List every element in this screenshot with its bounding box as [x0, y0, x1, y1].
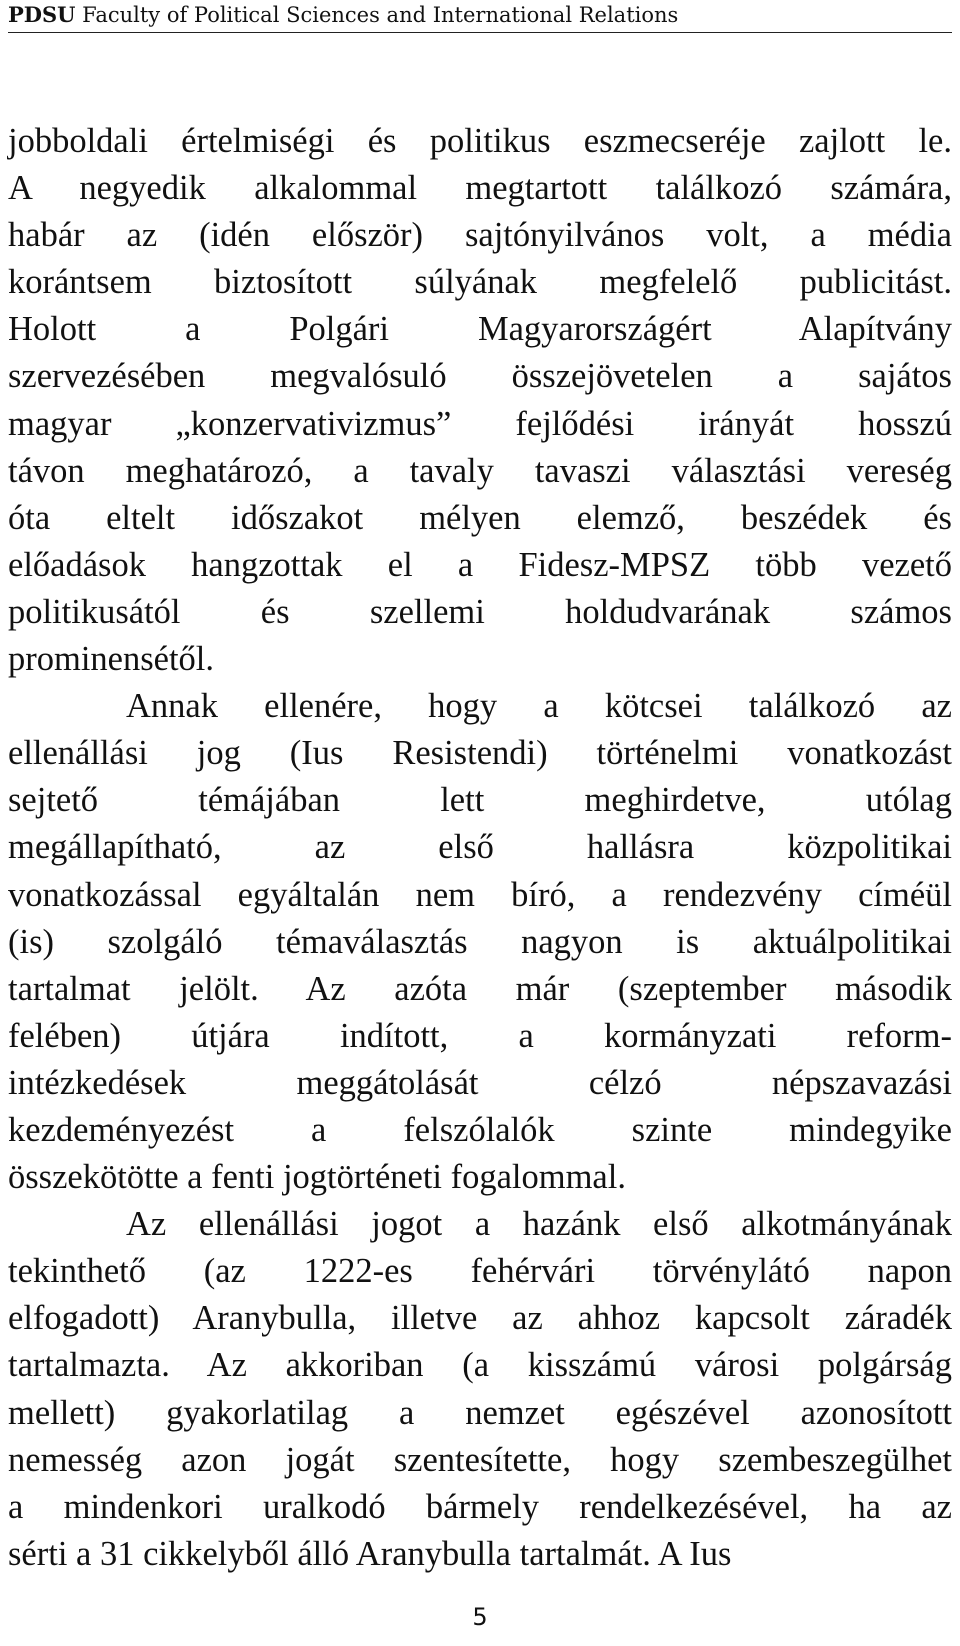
text-line: magyar „konzervativizmus” fejlődési irányát hosszú	[8, 404, 952, 443]
header-institution: Faculty of Political Sciences and International Relations	[82, 3, 679, 27]
text-line: intézkedések meggátolását célzó népszavazási	[8, 1063, 952, 1102]
text-line: összekötötte a fenti jogtörténeti fogalommal.	[8, 1158, 626, 1197]
text-line: tartalmazta. Az akkoriban (a kisszámú városi polgárság	[8, 1346, 952, 1385]
text-line: sérti a 31 cikkelyből álló Aranybulla tartalmát. A Ius	[8, 1534, 732, 1573]
text-line: felében) útjára indított, a kormányzati reform-	[8, 1016, 952, 1055]
text-line: kezdeményezést a felszólalók szinte mindegyike	[8, 1110, 952, 1149]
text-line: óta eltelt időszakot mélyen elemző, beszédek és	[8, 498, 952, 537]
text-line: tartalmat jelölt. Az azóta már (szeptember második	[8, 969, 952, 1008]
text-line: politikusától és szellemi holdudvarának számos	[8, 592, 952, 631]
text-line: jobboldali értelmiségi és politikus eszmecseréje zajlott le.	[8, 122, 952, 160]
text-line: megállapítható, az első hallásra közpolitikai	[8, 828, 952, 867]
text-line: Az ellenállási jogot a hazánk első alkotmányának	[126, 1205, 952, 1244]
text-line: korántsem biztosított súlyának megfelelő publicitást.	[8, 263, 952, 302]
paragraph	[8, 1201, 952, 1578]
text-line: Holott a Polgári Magyarországért Alapítvány	[8, 310, 952, 349]
body-text	[8, 118, 952, 1578]
text-line: prominensétől.	[8, 640, 215, 679]
text-line: vonatkozással egyáltalán nem bíró, a rendezvény címéül	[8, 875, 952, 914]
text-line: Annak ellenére, hogy a kötcsei találkozó az	[126, 687, 952, 726]
text-line: A negyedik alkalommal megtartott találkozó számára,	[8, 169, 952, 208]
text-line: a mindenkori uralkodó bármely rendelkezésével, ha az	[8, 1487, 952, 1526]
page-number: 5	[472, 1603, 488, 1631]
text-line: habár az (idén először) sajtónyilvános volt, a média	[8, 216, 952, 255]
paragraph	[8, 118, 952, 683]
text-line: nemesség azon jogát szentesítette, hogy szembeszegülhet	[8, 1440, 952, 1479]
text-line: szervezésében megvalósuló összejövetelen a sajátos	[8, 357, 952, 396]
text-line: (is) szolgáló témaválasztás nagyon is aktuálpolitikai	[8, 922, 952, 961]
text-line: ellenállási jog (Ius Resistendi) történelmi vonatkozást	[8, 734, 952, 773]
text-line: sejtető témájában lett meghirdetve, utólag	[8, 781, 952, 820]
page-header	[8, 0, 952, 33]
header-code: PDSU	[8, 2, 76, 27]
text-line: távon meghatározó, a tavaly tavaszi választási vereség	[8, 451, 952, 490]
text-line: tekinthető (az 1222-es fehérvári törvénylátó napon	[8, 1252, 952, 1291]
paragraph	[8, 683, 952, 1201]
text-line: elfogadott) Aranybulla, illetve az ahhoz kapcsolt záradék	[8, 1299, 952, 1338]
text-line: előadások hangzottak el a Fidesz-MPSZ több vezető	[8, 545, 952, 584]
text-line: mellett) gyakorlatilag a nemzet egészével azonosított	[8, 1393, 952, 1432]
